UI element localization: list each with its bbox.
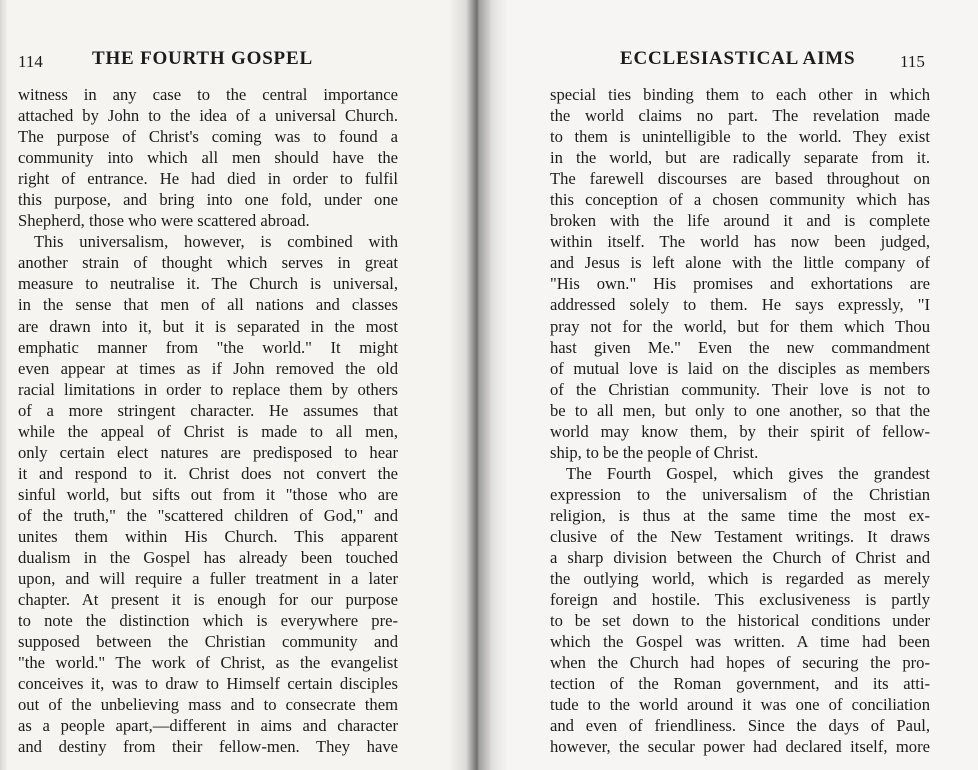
text-line: of the Christian community. Their love is not to	[550, 379, 930, 399]
text-line: attached by John to the idea of a universal Church.	[18, 106, 398, 126]
text-line: in the sense that men of all nations and classes	[18, 295, 398, 315]
text-line: emphatic manner from "the world." It might	[18, 337, 398, 357]
running-head: ECCLESIASTICAL AIMS	[620, 48, 856, 69]
text-line: community into which all men should have the	[18, 148, 398, 168]
text-line: broken with the life around it and is complete	[550, 211, 930, 231]
text-line: the world claims no part. The revelation made	[550, 106, 930, 126]
text-line: of a more stringent character. He assumes that	[18, 400, 398, 420]
text-line: conceives it, was to draw to Himself certain disciples	[18, 674, 398, 694]
text-line: even appear at times as if John removed the old	[18, 358, 398, 378]
text-line: while the appeal of Christ is made to all men,	[18, 421, 398, 441]
paragraph-start-line: The Fourth Gospel, which gives the grandest	[566, 463, 930, 483]
text-line: The farewell discourses are based throughout on	[550, 169, 930, 189]
page-edge-shadow	[0, 0, 8, 770]
text-line: to them is unintelligible to the world. They exist	[550, 127, 930, 147]
paragraph-start-line: This universalism, however, is combined with	[34, 232, 398, 252]
text-line: a sharp division between the Church of Christ and	[550, 548, 930, 568]
text-line: and even of friendliness. Since the days of Paul,	[550, 716, 930, 736]
text-line: sinful world, but sifts out from it "those who are	[18, 484, 398, 504]
text-line: this purpose, and bring into one fold, under one	[18, 190, 398, 210]
text-line: be to all men, but only to one another, so that the	[550, 400, 930, 420]
text-line: to be set down to the historical conditions under	[550, 611, 930, 631]
text-line: The purpose of Christ's coming was to found a	[18, 127, 398, 147]
text-line: expression to the universalism of the Christian	[550, 484, 930, 504]
text-line: right of entrance. He had died in order to fulfil	[18, 169, 398, 189]
text-line: world may know them, by their spirit of fellow-	[550, 421, 930, 441]
text-line: ship, to be the people of Christ.	[550, 442, 759, 462]
text-line: clusive of the New Testament writings. It draws	[550, 526, 930, 546]
left-page	[0, 0, 470, 770]
text-line: and Jesus is left alone with the little company of	[550, 253, 930, 273]
text-line: Shepherd, those who were scattered abroad.	[18, 211, 310, 231]
text-line: out of the unbelieving mass and to consecrate them	[18, 695, 398, 715]
text-line: are drawn into it, but it is separated in the most	[18, 316, 398, 336]
body-text	[18, 84, 398, 758]
text-line: tude to the world around it was one of conciliation	[550, 695, 930, 715]
text-line: chapter. At present it is enough for our purpose	[18, 590, 398, 610]
text-line: racial limitations in order to replace them by others	[18, 379, 398, 399]
text-line: in the world, but are radically separate from it.	[550, 148, 930, 168]
text-line: tection of the Roman government, and its atti-	[550, 674, 930, 694]
text-line: within itself. The world has now been judged,	[550, 232, 930, 252]
text-line: measure to neutralise it. The Church is universal,	[18, 274, 398, 294]
text-line: dualism in the Gospel has already been touched	[18, 548, 398, 568]
text-line: the outlying world, which is regarded as merely	[550, 569, 930, 589]
text-line: pray not for the world, but for them which Thou	[550, 316, 930, 336]
text-line: of the truth," the "scattered children of God," and	[18, 505, 398, 525]
book-gutter-shadow	[448, 0, 508, 770]
text-line: this conception of a chosen community which has	[550, 190, 930, 210]
text-line: as a people apart,—different in aims and character	[18, 716, 398, 736]
page-number: 114	[18, 52, 43, 71]
text-line: unites them within His Church. This apparent	[18, 526, 398, 546]
text-line: "His own." His promises and exhortations are	[550, 274, 930, 294]
text-line: addressed solely to them. He says expressly, "I	[550, 295, 930, 315]
text-line: however, the secular power had declared itself, more	[550, 737, 930, 757]
text-line: to note the distinction which is everywhere pre-	[18, 611, 398, 631]
text-line: hast given Me." Even the new commandment	[550, 337, 930, 357]
text-line: witness in any case to the central importance	[18, 85, 398, 104]
text-line: foreign and hostile. This exclusiveness is partly	[550, 590, 930, 610]
text-line: when the Church had hopes of securing the pro-	[550, 653, 930, 673]
text-line: special ties binding them to each other in which	[550, 85, 930, 104]
text-line: of mutual love is laid on the disciples as members	[550, 358, 930, 378]
page-number: 115	[900, 52, 925, 71]
text-line: religion, is thus at the same time the most ex-	[550, 505, 930, 525]
text-line: it and respond to it. Christ does not convert the	[18, 463, 398, 483]
right-page	[470, 0, 978, 770]
text-line: another strain of thought which serves in great	[18, 253, 398, 273]
body-text	[550, 84, 930, 758]
text-line: "the world." The work of Christ, as the evangelist	[18, 653, 398, 673]
text-line: and destiny from their fellow-men. They have	[18, 737, 398, 757]
text-line: only certain elect natures are predisposed to hear	[18, 442, 398, 462]
text-line: which the Gospel was written. A time had been	[550, 632, 930, 652]
text-line: upon, and will require a fuller treatment in a later	[18, 569, 398, 589]
text-line: supposed between the Christian community and	[18, 632, 398, 652]
running-head: THE FOURTH GOSPEL	[92, 48, 313, 69]
